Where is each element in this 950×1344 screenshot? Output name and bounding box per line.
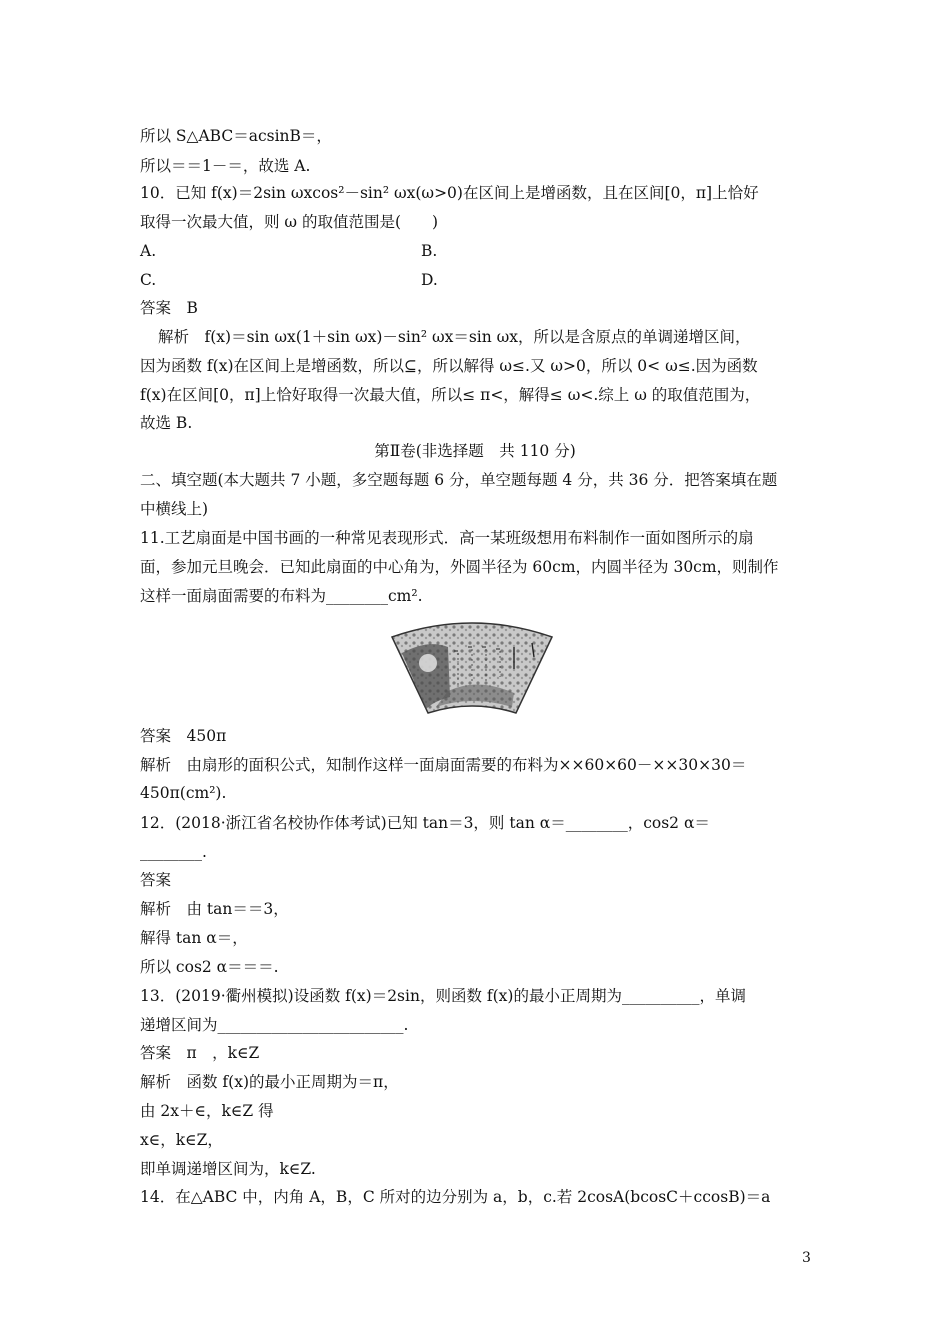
text-line: 解得 tan α＝，	[140, 929, 248, 947]
page-number: 3	[802, 1250, 811, 1266]
text-line: 取得一次最大值，则 ω 的取值范围是( )	[140, 213, 439, 231]
text-line: 450π(cm²).	[140, 784, 227, 802]
text-line: 故选 B.	[140, 414, 193, 432]
question-13: 13．(2019·衢州模拟)设函数 f(x)＝2sin，则函数 f(x)的最小正周期为__________，单调	[140, 987, 746, 1005]
answer-line: 答案 B	[140, 299, 198, 317]
section-instructions: 二、填空题(本大题共 7 小题，多空题每题 6 分，单空题每题 4 分，共 36 分．把答案填在题	[140, 471, 778, 489]
analysis-line: 解析 由 tan＝＝3，	[140, 900, 289, 918]
text-line: 所以＝＝1－＝，故选 A.	[140, 157, 311, 175]
analysis-line: 解析 函数 f(x)的最小正周期为＝π，	[140, 1073, 399, 1091]
section-heading: 第Ⅱ卷(非选择题 共 110 分)	[374, 442, 576, 460]
text-line: 由 2x＋∈，k∈Z 得	[140, 1102, 274, 1120]
text-line: f(x)在区间[0，π]上恰好取得一次最大值，所以≤ π<，解得≤ ω<.综上 ω 的取值范围为，	[140, 386, 761, 404]
text-line: 即单调递增区间为，k∈Z.	[140, 1160, 316, 1178]
option-c: C.	[140, 271, 157, 289]
text-line: 所以 S△ABC＝acsinB＝，	[140, 127, 332, 145]
text-line: 面，参加元旦晚会．已知此扇面的中心角为，外圆半径为 60cm，内圆半径为 30cm，则制作	[140, 558, 779, 576]
answer-line: 答案 π ，k∈Z	[140, 1044, 260, 1062]
analysis-line: 解析 f(x)＝sin ωx(1＋sin ωx)－sin² ωx＝sin ωx，所以是含原点的单调递增区间，	[158, 328, 751, 346]
option-d: D.	[421, 271, 438, 289]
question-10: 10．已知 f(x)＝2sin ωxcos²－sin² ωx(ω>0)在区间上是增函数，且在区间[0，π]上恰好	[140, 184, 759, 202]
text-line: 递增区间为________________________.	[140, 1016, 409, 1034]
text-line: ________.	[140, 843, 207, 861]
question-14: 14．在△ABC 中，内角 A，B，C 所对的边分别为 a，b，c.若 2cosA(bcosC＋ccosB)＝a	[140, 1188, 771, 1206]
option-a: A.	[140, 242, 157, 260]
answer-line: 答案	[140, 871, 172, 889]
question-12: 12．(2018·浙江省名校协作体考试)已知 tan＝3，则 tan α＝________，cos2 α＝	[140, 814, 710, 832]
option-b: B.	[421, 242, 438, 260]
question-11: 11.工艺扇面是中国书画的一种常见表现形式．高一某班级想用布料制作一面如图所示的扇	[140, 529, 754, 547]
text-line: 所以 cos2 α＝＝＝.	[140, 958, 279, 976]
fan-painting-image	[388, 617, 556, 717]
answer-line: 答案 450π	[140, 727, 227, 745]
text-line: 中横线上)	[140, 500, 209, 518]
fan-icon	[388, 617, 556, 717]
text-line: 因为函数 f(x)在区间上是增函数，所以⊆，所以解得 ω≤.又 ω>0，所以 0< ω≤.因为函数	[140, 357, 758, 375]
text-line: 这样一面扇面需要的布料为________cm².	[140, 587, 423, 605]
text-line: x∈，k∈Z，	[140, 1131, 223, 1149]
analysis-line: 解析 由扇形的面积公式，知制作这样一面扇面需要的布料为××60×60－××30×30＝	[140, 756, 747, 774]
